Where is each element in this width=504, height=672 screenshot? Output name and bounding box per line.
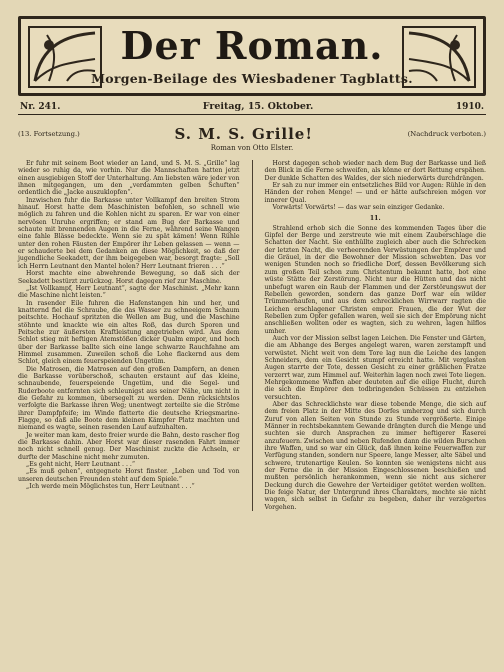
paragraph: Vorwärts! Vorwärts! — das war sein einziger Gedanke. bbox=[272, 204, 445, 212]
paragraph: Die Matrosen, die Matrosen auf den großen Dampfern, an denen die Barkasse vorüberschoß, schauten erstaunt auf das kleine, schnaubende, feuerspeiende Ungetüm, und die Segel- und Ruderboote entfernten sich schleunigst aus seiner Nähe, um nicht in die Gefahr zu kommen, übersegelt zu werden. Denn rücksichtslos verfolgte die Barkasse ihren Weg; unentwegt zerteilte sie die Ströme ihrer Dampfpfeife; im Winde flatterte die deutsche Kriegsmarine-Flagge, so daß alle Boote dem kleinen Kämpfer Platz machten und niemand es wagte, seinen rasenden Lauf aufzuhalten. bbox=[18, 365, 240, 432]
issue-number: Nr. 241. bbox=[20, 102, 61, 112]
paragraph: Auch vor der Mission selbst lagen Leichen. Die Fenster und Gärten, die am Abhange des Berges angelegt waren, waren zerstampft und verwüstet. Nicht weit von dem Tore lag nun die Leiche des langen Schneiders, dem ein Gesicht stumpf erreicht hatte. Mit verglasten Augen starrte der Tote, dessen Gesicht zu einer gräßlichen Fratze verzerrt war, zum Himmel auf. Weiterhin lagen noch zwei Tote liegen. Mehrgekommene Waffen aber deuteten auf die eilige Flucht, durch die sich die Empörer den todbringenden Schüssen zu entziehen versuchten. bbox=[264, 334, 486, 401]
paragraph: „Es muß gehen“, entgegnete Horst finster. „Leben und Tod von unseren deutschen Freunden steht auf dem Spiele.“ bbox=[18, 468, 240, 483]
reprint-notice: (Nachdruck verboten.) bbox=[407, 130, 486, 138]
paragraph: Inzwischen fuhr die Barkasse unter Vollkampf den breiten Strom hinauf. Horst hatte dem Maschinisten befohlen, so schnell wie möglich zu fahren und die Kohlen nicht zu sparen. Er war von einer nervösen Unruhe ergriffen; er stand am Bug der Barkasse und schaute mit brennenden Augen in die Ferne, während seine Wangen eine fahle Blässe bedeckte. Wenn sie zu spät kämen! Wenn Rühle unter den rohen Fäusten der Empörer ihr Leben gelassen — wenn — er schauderte bei dem Gedanken an diese Möglichkeit, so daß der jugendliche Seekadett, der ihm beigegeben war, besorgt fragte: „Soll ich Herrn Leutnant den Mantel holen? Herr Leutnant frieren . . .“ bbox=[18, 196, 240, 270]
issue-date: Freitag, 15. Oktober. bbox=[202, 101, 314, 112]
installment-label: (13. Fortsetzung.) bbox=[18, 130, 80, 138]
paragraph: Aber das Schrecklichste war diese tobende Menge, die sich auf dem freien Platz in der Mitte des Dorfes umherzog und sich durch Zuruf von allen Seiten von Stunde zu Stunde vergrößerte. Einige Männer in rechtsbekanntem Gewande drängten durch die Menge und suchten sie durch Ansprachen zu immer heftigerer Raserei anzufeuern. Zwischen und neben Rufenden dann die wilden Burschen ihre Waffen, und so war ein Glück, daß ihnen keine Feuerwaffen zur Verfügung standen, sondern nur Speere, lange Messer, alte Säbel und schwere, trutenartige Keulen. So konnten sie wenigstens nicht aus der Ferne die in der Mission Eingeschlossenen beschießen und mußten persönlich herankommen, wenn sie nicht aus sicherer Deckung durch die Gewehre der Verteidiger getötet werden wollten. Die feige Natur, der Untergrund ihres Charakters, mochte sie nicht wagen, sich selbst in Gefahr zu begeben, daher ihr verzögertes Vorgehen. bbox=[264, 401, 486, 511]
paragraph: Horst machte eine abwehrende Bewegung, so daß sich der Seekadett bestürzt zurückzog. Horst dagegen rief zur Maschine. bbox=[18, 270, 240, 285]
paragraph: Er sah zu nur immer ein entsetzliches Bild vor Augen: Rühle in den Händen der rohen Menge! — und er hätte aufschreien mögen vor innerer Qual. bbox=[264, 182, 486, 204]
paragraph: „Ist Vollkampf, Herr Leutnant“, sagte der Maschinist. „Mehr kann die Maschine nicht leisten.“ bbox=[18, 284, 240, 300]
paragraph: Er fuhr mit seinem Boot wieder an Land, und S. M. S. „Grille“ lag wieder so ruhig da, wie vorhin. Nur die Mannschaften hatten jetzt einen ausgiebigen Stoff der Unterhaltung. Am liebsten wäre jeder von ihnen mitgegangen, um den „verdammten gelben Schuften“ ordentlich die „Jacke auszuklopfen“. bbox=[18, 160, 240, 197]
masthead-subtitle: Morgen-Beilage des Wiesbadener Tagblatts. bbox=[91, 71, 413, 86]
story-title: S. M. S. Grille! bbox=[174, 125, 313, 143]
paragraph: Je weiter man kam, desto freier wurde die Bahn, desto rascher flog die Barkasse dahin. Aber Horst war dieser rasenden Fahrt immer noch nicht schnell genug. Der Maschinist zuckte die Achseln, er durfte der Maschine nicht mehr zumuten. bbox=[18, 431, 240, 461]
column-divider bbox=[252, 160, 253, 511]
section-number: 11. bbox=[369, 215, 381, 223]
masthead bbox=[18, 16, 486, 96]
left-column bbox=[18, 160, 240, 511]
paragraph: „Es geht nicht, Herr Leutnant . . .“ bbox=[26, 461, 136, 469]
text-columns bbox=[18, 160, 486, 511]
right-column bbox=[265, 160, 487, 511]
author-byline: Roman von Otto Elster. bbox=[210, 144, 294, 152]
paragraph: Strahlend erhob sich die Sonne des kommenden Tages über die Gipfel der Berge und zerstreute wie mit einem Zauberschlage die Schatten der Nacht. Sie enthüllte zugleich aber auch die Schrecken der letzten Nacht, die verheerenden Verwüstungen der Empörer und die Gräuel, in der die Bewohner der Mission schwebten. Das vor wenigen Stunden noch so friedliche Dorf, dessen Bevölkerung sich zum großen Teil schon zum Christentum bekannt hatte, bot eine wüste Stätte der Zerstörung. Nicht nur die Hütten und das nicht unbefugt waren ein Raub der Flammen und der Zerstörungswut der Rebellen geworden, sondern das ganze Dorf war ein wilder Trümmerhaufen, und aus dem schrecklichen Wirrwarr ragten die Leichen erschlagener Christen empor. Frauen, die der Wut der Rebellen zum Opfer gefallen waren, weil sie sich der Empörung nicht anschließen wollten oder es wagten, sich zu wehren, lagen hilflos umher. bbox=[264, 224, 486, 335]
paragraph: In rasender Eile fuhren die Hafenstangen hin und her, und knatternd fiel die Schraube, die das Wasser zu schneeigem Schaum peitschte. Hochauf spritzten die Wellen am Bug, und die Maschine stöhnte und knackte wie ein altes Roß, das durch Sporen und Peitsche zur äußersten Kraftleistung angetrieben wird. Aus dem Schlot stieg mit heftigen Atemstößen dicker Qualm empor, und hoch über der Barkasse ballte sich eine lange schwarze Rauchfahne am Himmel zusammen. Zuweilen schoß die Lohe flackernd aus dem Schlot, gleich einem feuerspeienden Ungetüm. bbox=[18, 299, 240, 366]
masthead-title: Der Roman. bbox=[120, 23, 384, 68]
issue-year: 1910. bbox=[455, 102, 484, 112]
paragraph: Horst dagegen schob wieder nach dem Bug der Barkasse und ließ den Blick in die Ferne schweifen, als könne er dort Rettung erspähen. Der dunkle Schatten des Waldes, der sich niederwärts durchdrängen. bbox=[264, 160, 486, 182]
issue-line bbox=[18, 99, 486, 115]
story-header bbox=[18, 125, 486, 143]
paragraph: „Ich werde mein Möglichstes tun, Herr Leutnant . . .“ bbox=[26, 483, 195, 491]
